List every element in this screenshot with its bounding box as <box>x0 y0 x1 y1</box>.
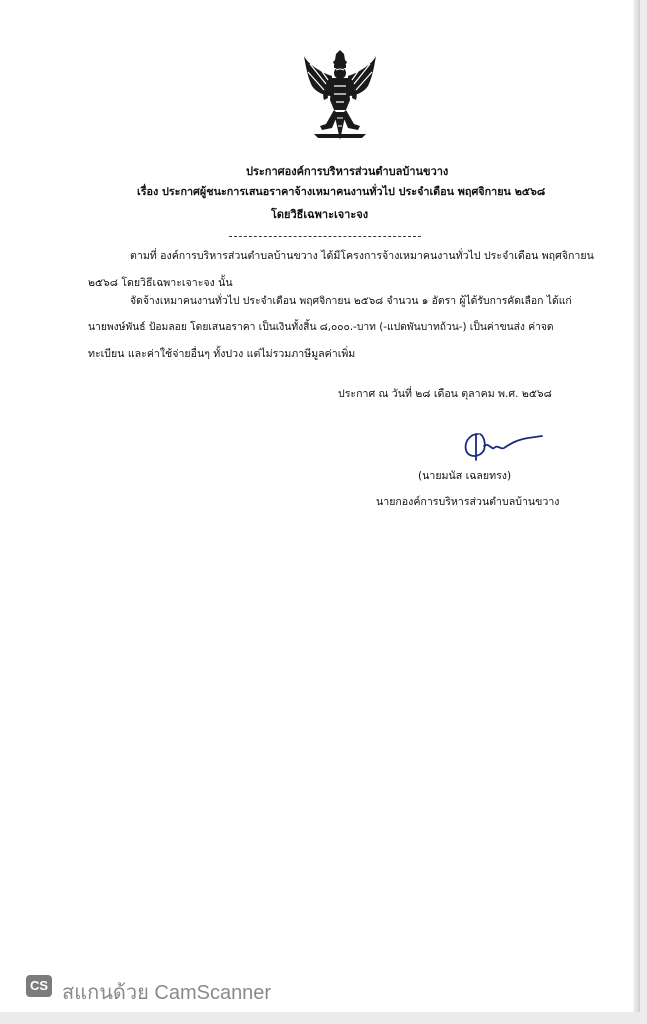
paragraph-2-line-1: จัดจ้างเหมาคนงานทั่วไป ประจำเดือน พฤศจิกายน ๒๕๖๘ จำนวน ๑ อัตรา ผู้ได้รับการคัดเลือก ได้แก่ <box>130 295 572 307</box>
paragraph-1-line-2: ๒๕๖๘ โดยวิธีเฉพาะเจาะจง นั้น <box>88 277 233 289</box>
camscanner-logo-icon: CS <box>26 975 52 997</box>
signer-name: (นายมนัส เฉลยทรง) <box>418 470 512 482</box>
announcement-date: ประกาศ ณ วันที่ ๒๘ เดือน ตุลาคม พ.ศ. ๒๕๖๘ <box>338 388 552 400</box>
paragraph-2-line-2: นายพงษ์พันธ์ ป้อมลอย โดยเสนอราคา เป็นเงินทั้งสิ้น ๘,๐๐๐.-บาท (-แปดพันบาทถ้วน-) เป็นค่าขนส่ง ค่าจด <box>88 321 554 333</box>
garuda-emblem-icon <box>300 50 380 142</box>
separator-line <box>229 236 421 237</box>
page-footer <box>0 1012 647 1024</box>
camscanner-watermark: สแกนด้วย CamScanner <box>62 982 272 1004</box>
document-method: โดยวิธีเฉพาะเจาะจง <box>271 208 369 221</box>
document-title: ประกาศองค์การบริหารส่วนตำบลบ้านขวาง <box>246 165 449 178</box>
document-subject: เรื่อง ประกาศผู้ชนะการเสนอราคาจ้างเหมาคนงานทั่วไป ประจำเดือน พฤศจิกายน ๒๕๖๘ <box>137 185 546 198</box>
paragraph-1-line-1: ตามที่ องค์การบริหารส่วนตำบลบ้านขวาง ได้มีโครงการจ้างเหมาคนงานทั่วไป ประจำเดือน พฤศจิกายน <box>130 250 594 262</box>
signature-image <box>458 428 544 466</box>
paragraph-2-line-3: ทะเบียน และค่าใช้จ่ายอื่นๆ ทั้งปวง แต่ไม่รวมภาษีมูลค่าเพิ่ม <box>88 348 356 360</box>
signer-title: นายกองค์การบริหารส่วนตำบลบ้านขวาง <box>376 496 560 508</box>
page-edge <box>633 0 640 1012</box>
